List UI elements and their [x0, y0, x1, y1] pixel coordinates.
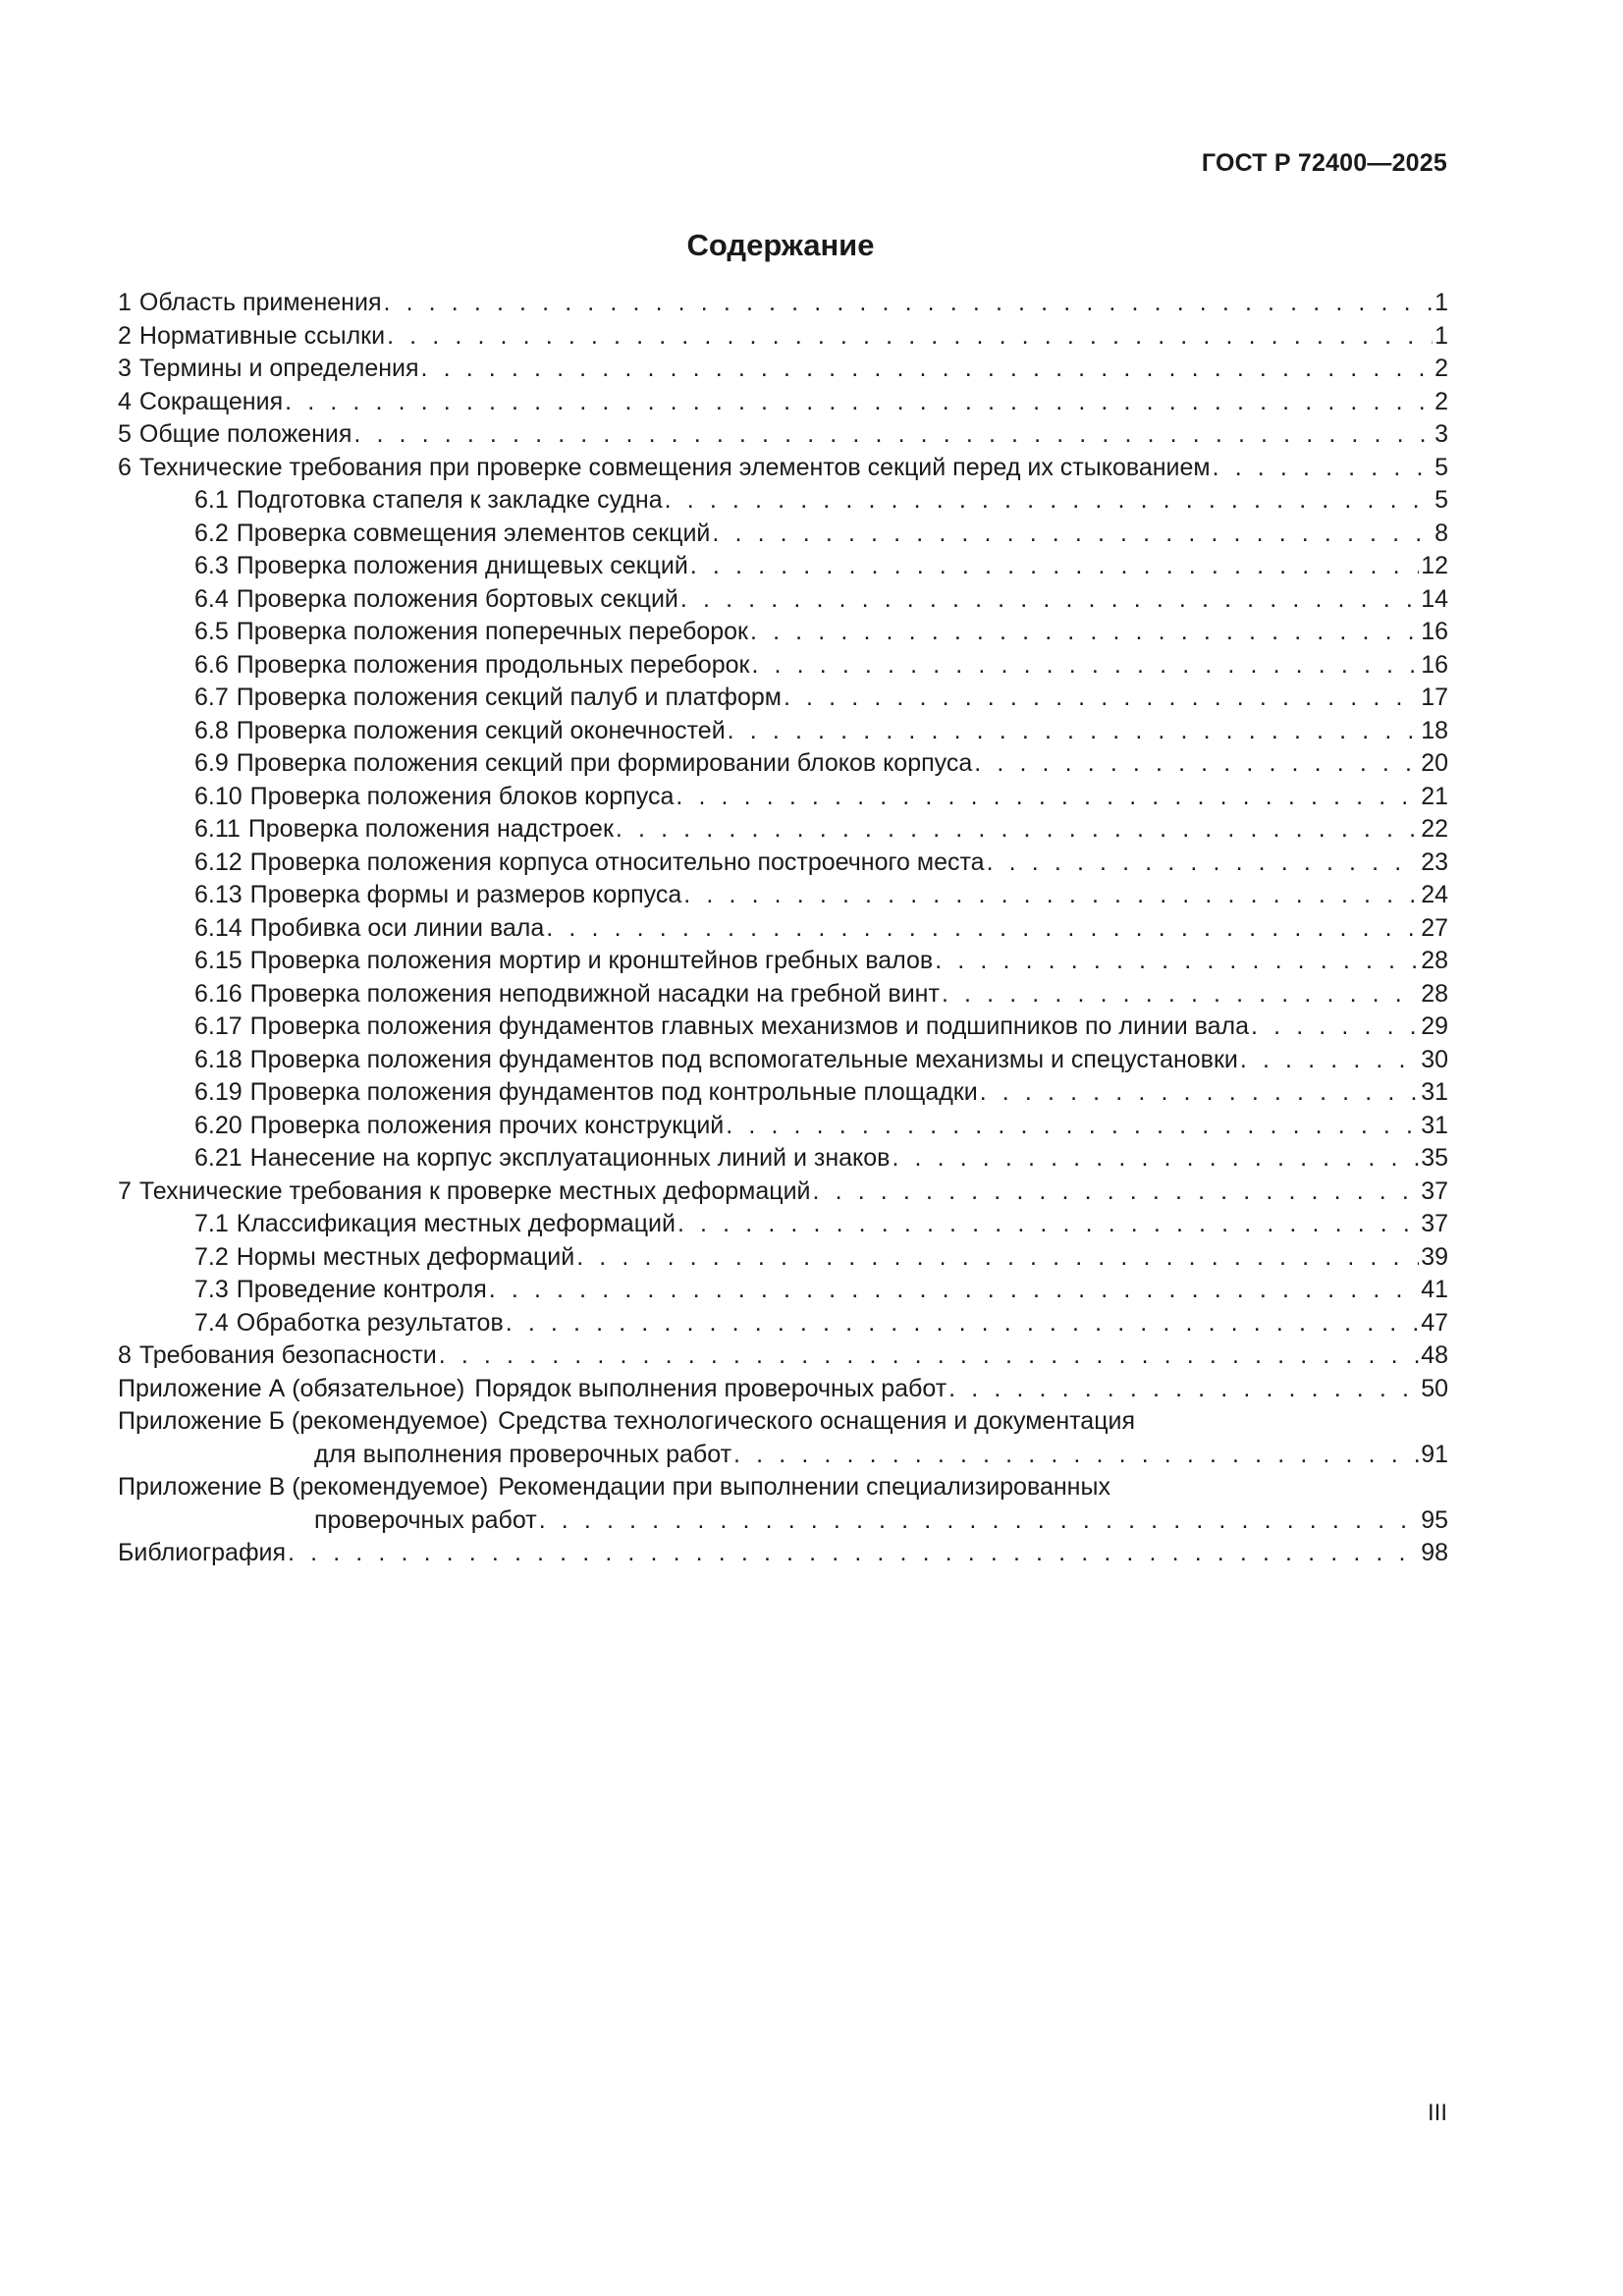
- toc-dot-leader: [1213, 452, 1433, 485]
- toc-entry-number: 6.18: [194, 1045, 243, 1073]
- toc-entry[interactable]: [118, 1142, 1448, 1175]
- toc-entry[interactable]: [118, 978, 1448, 1011]
- toc-entry-page: 37: [1421, 1176, 1448, 1205]
- toc-entry[interactable]: [118, 386, 1448, 419]
- toc-entry-title: Рекомендации при выполнении специализированных: [498, 1473, 1110, 1501]
- toc-entry-number: 7.2: [194, 1242, 229, 1271]
- toc-dot-leader: [726, 1110, 1419, 1143]
- toc-entry[interactable]: [118, 649, 1448, 683]
- toc-dot-leader: [665, 484, 1433, 518]
- toc-entry-page: 98: [1421, 1539, 1448, 1566]
- toc-entry-title: Обработка результатов: [236, 1308, 504, 1337]
- toc-entry[interactable]: [118, 1439, 1448, 1472]
- toc-entry-title: Проверка положения фундаментов под вспомогательные механизмы и спецустановки: [249, 1045, 1238, 1073]
- toc-entry[interactable]: [118, 1471, 1448, 1504]
- toc-entry-title: Сокращения: [138, 387, 284, 415]
- toc-entry-title: Нормативные ссылки: [138, 321, 386, 350]
- toc-entry-page: 17: [1421, 683, 1448, 711]
- toc-entry[interactable]: [118, 1241, 1448, 1275]
- toc-dot-leader: [1251, 1011, 1419, 1044]
- toc-entry-page: 1: [1434, 321, 1448, 350]
- toc-entry-title: Проверка положения поперечных переборок: [236, 618, 748, 645]
- toc-dot-leader: [616, 813, 1419, 847]
- toc-entry-number: 7: [118, 1176, 132, 1205]
- toc-entry-number: 7.1: [194, 1210, 229, 1237]
- toc-entry-number: 5: [118, 420, 132, 448]
- toc-entry-number: 6.1: [194, 486, 229, 514]
- toc-dot-leader: [784, 682, 1419, 715]
- toc-entry-number: 6.17: [194, 1012, 243, 1040]
- toc-entry[interactable]: [118, 1274, 1448, 1307]
- table-of-contents: [118, 287, 1448, 1570]
- document-code: ГОСТ Р 72400—2025: [1201, 149, 1447, 177]
- toc-dot-leader: [942, 978, 1419, 1011]
- toc-dot-leader: [421, 353, 1434, 386]
- toc-dot-leader: [1240, 1044, 1419, 1077]
- toc-dot-leader: [892, 1142, 1419, 1175]
- toc-entry-title: Проверка положения фундаментов главных механизмов и подшипников по линии вала: [249, 1012, 1250, 1040]
- toc-entry-number: 6.21: [194, 1144, 243, 1172]
- toc-entry[interactable]: [118, 616, 1448, 649]
- toc-dot-leader: [712, 518, 1433, 551]
- toc-entry-title: Проверка положения надстроек: [247, 815, 614, 843]
- toc-dot-leader: [439, 1339, 1419, 1373]
- toc-entry-title: Проверка положения секций при формировании блоков корпуса: [236, 749, 973, 777]
- toc-entry-page: 28: [1421, 947, 1448, 974]
- toc-entry-title: Проверка положения бортовых секций: [236, 584, 678, 613]
- toc-entry-number: 6.2: [194, 519, 229, 547]
- toc-entry-title: Проверка положения продольных переборок: [236, 650, 750, 679]
- toc-entry-page: 16: [1421, 650, 1448, 679]
- toc-entry-title: Область применения: [138, 289, 382, 316]
- toc-entry-page: 28: [1421, 979, 1448, 1008]
- toc-dot-leader: [546, 912, 1419, 946]
- toc-entry-page: 12: [1421, 552, 1448, 579]
- toc-entry-number: 6.10: [194, 782, 243, 810]
- toc-entry[interactable]: [118, 1110, 1448, 1143]
- toc-entry-title: Проверка совмещения элементов секций: [236, 519, 711, 547]
- toc-entry-title: Проверка положения блоков корпуса: [249, 782, 675, 810]
- toc-entry-number: 6.4: [194, 584, 229, 613]
- toc-dot-leader: [690, 550, 1419, 583]
- toc-entry-page: 22: [1421, 815, 1448, 843]
- toc-entry-page: 30: [1421, 1045, 1448, 1073]
- toc-entry-title: Проверка положения прочих конструкций: [249, 1111, 725, 1139]
- toc-dot-leader: [539, 1504, 1420, 1538]
- toc-entry-title: Проверка положения мортир и кронштейнов гребных валов: [249, 947, 934, 974]
- toc-entry-number: 6.16: [194, 979, 243, 1008]
- toc-dot-leader: [285, 386, 1433, 419]
- toc-dot-leader: [751, 649, 1419, 683]
- toc-entry-page: 35: [1421, 1144, 1448, 1172]
- toc-entry-title: Пробивка оси линии вала: [249, 913, 545, 942]
- toc-entry-page: 23: [1421, 847, 1448, 876]
- toc-entry-number: 2: [118, 321, 132, 350]
- toc-entry[interactable]: [118, 320, 1448, 354]
- toc-entry-number: 6.6: [194, 650, 229, 679]
- toc-dot-leader: [383, 287, 1433, 320]
- toc-dot-leader: [980, 1076, 1419, 1110]
- toc-entry-number: 6.20: [194, 1111, 243, 1139]
- toc-entry-title: Нормы местных деформаций: [236, 1242, 575, 1271]
- toc-entry-title: Порядок выполнения проверочных работ: [474, 1374, 947, 1402]
- toc-dot-leader: [728, 715, 1420, 748]
- toc-dot-leader: [750, 616, 1419, 649]
- toc-entry-title: для выполнения проверочных работ: [314, 1440, 732, 1468]
- toc-entry[interactable]: [118, 682, 1448, 715]
- toc-entry-title: Классификация местных деформаций: [236, 1210, 676, 1237]
- toc-entry-title: Термины и определения: [138, 355, 419, 382]
- toc-entry-number: Приложение В (рекомендуемое): [118, 1473, 489, 1501]
- toc-entry-number: 6.5: [194, 618, 229, 645]
- toc-entry-number: 6: [118, 453, 132, 481]
- toc-entry-number: Приложение А (обязательное): [118, 1374, 465, 1402]
- toc-entry-number: 6.19: [194, 1078, 243, 1106]
- toc-entry-title: Нанесение на корпус эксплуатационных линий и знаков: [249, 1144, 891, 1172]
- toc-entry-number: 6.13: [194, 881, 243, 908]
- toc-entry-number: 3: [118, 355, 132, 382]
- toc-entry-title: Проверка положения днищевых секций: [236, 552, 688, 579]
- toc-entry[interactable]: [118, 1307, 1448, 1340]
- toc-entry-page: 5: [1434, 453, 1448, 481]
- toc-entry-number: 6.14: [194, 913, 243, 942]
- toc-entry-page: 21: [1421, 782, 1448, 810]
- toc-entry[interactable]: [118, 1076, 1448, 1110]
- toc-entry[interactable]: [118, 945, 1448, 978]
- toc-entry-title: Библиография: [118, 1539, 287, 1566]
- toc-entry-number: 6.9: [194, 749, 229, 777]
- toc-entry-page: 95: [1421, 1505, 1448, 1534]
- toc-dot-leader: [683, 879, 1419, 912]
- toc-dot-leader: [987, 847, 1420, 880]
- toc-entry-page: 27: [1421, 913, 1448, 942]
- toc-entry-page: 37: [1421, 1210, 1448, 1237]
- toc-entry-number: 8: [118, 1341, 132, 1369]
- toc-entry-page: 18: [1421, 716, 1448, 744]
- toc-entry-number: 6.7: [194, 683, 229, 711]
- toc-entry-title: Требования безопасности: [138, 1341, 437, 1369]
- toc-entry[interactable]: [118, 747, 1448, 781]
- toc-dot-leader: [677, 1208, 1419, 1241]
- toc-entry-page: 48: [1421, 1341, 1448, 1369]
- toc-dot-leader: [353, 418, 1433, 452]
- toc-entry[interactable]: [118, 550, 1448, 583]
- toc-entry[interactable]: [118, 583, 1448, 617]
- toc-entry[interactable]: [118, 1208, 1448, 1241]
- toc-entry-title: Технические требования при проверке совмещения элементов секций перед их стыкованием: [138, 453, 1211, 481]
- toc-entry-page: 5: [1434, 486, 1448, 514]
- toc-entry-number: 1: [118, 289, 132, 316]
- toc-entry[interactable]: [118, 715, 1448, 748]
- toc-dot-leader: [948, 1373, 1419, 1406]
- toc-entry[interactable]: [118, 1175, 1448, 1209]
- toc-entry-page: 39: [1421, 1242, 1448, 1271]
- toc-entry-page: 47: [1421, 1308, 1448, 1337]
- toc-entry-title: Проверка положения корпуса относительно построечного места: [249, 847, 985, 876]
- toc-entry-number: Приложение Б (рекомендуемое): [118, 1407, 489, 1435]
- toc-dot-leader: [676, 781, 1419, 814]
- toc-entry-number: 7.3: [194, 1276, 229, 1303]
- toc-entry-title: проверочных работ: [314, 1505, 537, 1534]
- toc-entry-page: 29: [1421, 1012, 1448, 1040]
- toc-dot-leader: [813, 1175, 1420, 1209]
- toc-entry[interactable]: [118, 287, 1448, 320]
- toc-entry[interactable]: [118, 418, 1448, 452]
- toc-entry-page: 8: [1434, 519, 1448, 547]
- toc-entry-page: 41: [1421, 1276, 1448, 1303]
- toc-dot-leader: [680, 583, 1419, 617]
- toc-entry[interactable]: [118, 1504, 1448, 1538]
- toc-entry-page: 50: [1421, 1374, 1448, 1402]
- toc-entry-number: 6.11: [194, 815, 241, 843]
- toc-dot-leader: [506, 1307, 1419, 1340]
- toc-dot-leader: [489, 1274, 1419, 1307]
- toc-entry-title: Проверка положения секций оконечностей: [236, 716, 726, 744]
- toc-entry-title: Средства технологического оснащения и документация: [498, 1407, 1136, 1435]
- toc-entry-number: 4: [118, 387, 132, 415]
- toc-entry-page: 24: [1421, 881, 1448, 908]
- toc-dot-leader: [935, 945, 1419, 978]
- toc-dot-leader: [733, 1439, 1419, 1472]
- toc-entry-title: Проверка положения неподвижной насадки на гребной винт: [249, 979, 940, 1008]
- toc-entry-page: 3: [1434, 420, 1448, 448]
- toc-entry[interactable]: [118, 813, 1448, 847]
- toc-entry[interactable]: [118, 781, 1448, 814]
- toc-entry[interactable]: [118, 1044, 1448, 1077]
- page-title: Содержание: [686, 228, 875, 262]
- toc-entry-page: 20: [1421, 749, 1448, 777]
- toc-entry-number: 7.4: [194, 1308, 229, 1337]
- toc-entry-title: Подготовка стапеля к закладке судна: [236, 486, 663, 514]
- toc-entry[interactable]: [118, 1537, 1448, 1570]
- toc-entry-page: 14: [1421, 584, 1448, 613]
- toc-entry-number: 6.3: [194, 552, 229, 579]
- toc-dot-leader: [387, 320, 1433, 354]
- toc-entry-title: Технические требования к проверке местных деформаций: [138, 1176, 811, 1205]
- toc-entry-title: Проверка положения секций палуб и платформ: [236, 683, 782, 711]
- toc-entry[interactable]: [118, 518, 1448, 551]
- toc-entry[interactable]: [118, 1339, 1448, 1373]
- toc-entry-number: 6.12: [194, 847, 243, 876]
- toc-entry-page: 1: [1434, 289, 1448, 316]
- toc-entry[interactable]: [118, 912, 1448, 946]
- toc-dot-leader: [576, 1241, 1419, 1275]
- toc-entry[interactable]: [118, 1011, 1448, 1044]
- toc-entry[interactable]: [118, 847, 1448, 880]
- toc-dot-leader: [288, 1537, 1419, 1570]
- toc-entry[interactable]: [118, 1373, 1448, 1406]
- toc-entry-title: Проведение контроля: [236, 1276, 487, 1303]
- page-number: III: [1427, 2100, 1447, 2126]
- toc-entry[interactable]: [118, 452, 1448, 485]
- toc-entry-number: 6.15: [194, 947, 243, 974]
- toc-entry[interactable]: [118, 879, 1448, 912]
- toc-entry-title: Проверка формы и размеров корпуса: [249, 881, 682, 908]
- toc-entry-number: 6.8: [194, 716, 229, 744]
- toc-entry-page: 31: [1421, 1111, 1448, 1139]
- toc-entry[interactable]: [118, 353, 1448, 386]
- toc-entry-page: 91: [1421, 1440, 1448, 1468]
- toc-entry-page: 16: [1421, 618, 1448, 645]
- toc-entry-title: Проверка положения фундаментов под контрольные площадки: [249, 1078, 978, 1106]
- toc-dot-leader: [974, 747, 1419, 781]
- toc-entry[interactable]: [118, 484, 1448, 518]
- toc-entry[interactable]: [118, 1405, 1448, 1439]
- toc-entry-page: 2: [1434, 387, 1448, 415]
- toc-entry-page: 2: [1434, 355, 1448, 382]
- toc-entry-title: Общие положения: [138, 420, 352, 448]
- toc-entry-page: 31: [1421, 1078, 1448, 1106]
